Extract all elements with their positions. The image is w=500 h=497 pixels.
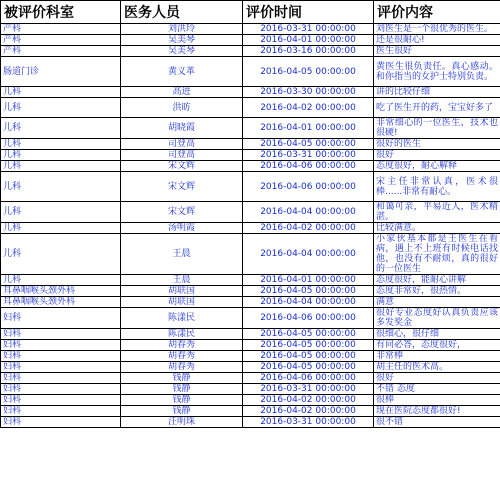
content-cell: 态度很好，耐心解释 bbox=[374, 161, 500, 172]
department-cell: 妇科 bbox=[1, 340, 121, 351]
time-cell: 2016-04-01 00:00:00 bbox=[243, 275, 374, 286]
table-row bbox=[1, 57, 500, 87]
content-cell: 黄医生很负责任。真心感动。和你指当的女护士特别负责。 bbox=[374, 57, 500, 87]
time-cell: 2016-04-04 00:00:00 bbox=[243, 202, 374, 223]
department-cell: 耳鼻咽喉头颈外科 bbox=[1, 297, 121, 308]
table-row bbox=[1, 308, 500, 329]
department-cell: 儿科 bbox=[1, 150, 121, 161]
department-cell: 产科 bbox=[1, 24, 121, 35]
time-cell: 2016-04-05 00:00:00 bbox=[243, 286, 374, 297]
department-cell: 儿科 bbox=[1, 223, 121, 234]
staff-cell: 胡联国 bbox=[121, 297, 243, 308]
content-cell: 比较满意。 bbox=[374, 223, 500, 234]
department-cell: 儿科 bbox=[1, 161, 121, 172]
time-cell: 2016-04-06 00:00:00 bbox=[243, 373, 374, 384]
department-cell: 儿科 bbox=[1, 98, 121, 118]
table-row bbox=[1, 139, 500, 150]
staff-cell: 胡春秀 bbox=[121, 340, 243, 351]
time-cell: 2016-04-06 00:00:00 bbox=[243, 172, 374, 202]
content-cell: 小家伙基本都是王医生在看病，遇上不上班有时候电话找他，也没有不耐烦，真的很好的一位医生 bbox=[374, 234, 500, 275]
time-cell: 2016-03-16 00:00:00 bbox=[243, 46, 374, 57]
department-cell: 儿科 bbox=[1, 202, 121, 223]
content-cell: 很好专业态度好认真负责应该多发奖金 bbox=[374, 308, 500, 329]
content-cell: 医生很好 bbox=[374, 46, 500, 57]
content-cell: 很好 bbox=[374, 373, 500, 384]
table-body bbox=[1, 24, 500, 428]
staff-cell: 宋文辉 bbox=[121, 172, 243, 202]
staff-cell: 刘洪玲 bbox=[121, 24, 243, 35]
content-cell: 胡主任的医术高。 bbox=[374, 362, 500, 373]
department-cell: 妇科 bbox=[1, 308, 121, 329]
staff-cell: 王晨 bbox=[121, 234, 243, 275]
table-row bbox=[1, 24, 500, 35]
content-cell: 态度很好，能耐心讲解 bbox=[374, 275, 500, 286]
content-cell: 很棒 bbox=[374, 395, 500, 406]
staff-cell: 汪明珠 bbox=[121, 417, 243, 428]
table-row bbox=[1, 417, 500, 428]
column-header-staff: 医务人员 bbox=[121, 1, 243, 24]
time-cell: 2016-04-02 00:00:00 bbox=[243, 406, 374, 417]
table-row bbox=[1, 223, 500, 234]
time-cell: 2016-04-06 00:00:00 bbox=[243, 161, 374, 172]
time-cell: 2016-04-05 00:00:00 bbox=[243, 329, 374, 340]
time-cell: 2016-03-31 00:00:00 bbox=[243, 150, 374, 161]
table-row bbox=[1, 275, 500, 286]
content-cell: 满意 bbox=[374, 297, 500, 308]
table-row bbox=[1, 406, 500, 417]
department-cell: 儿科 bbox=[1, 139, 121, 150]
table-row bbox=[1, 150, 500, 161]
department-cell: 儿科 bbox=[1, 234, 121, 275]
time-cell: 2016-04-01 00:00:00 bbox=[243, 118, 374, 139]
time-cell: 2016-03-31 00:00:00 bbox=[243, 384, 374, 395]
staff-cell: 钱静 bbox=[121, 395, 243, 406]
table-row bbox=[1, 286, 500, 297]
table-row bbox=[1, 234, 500, 275]
department-cell: 儿科 bbox=[1, 87, 121, 98]
content-cell: 刘医生是一个很优秀的医生。 bbox=[374, 24, 500, 35]
department-cell: 妇科 bbox=[1, 384, 121, 395]
department-cell: 肠道门诊 bbox=[1, 57, 121, 87]
department-cell: 妇科 bbox=[1, 417, 121, 428]
table-row bbox=[1, 340, 500, 351]
column-header-department: 被评价科室 bbox=[1, 1, 121, 24]
department-cell: 妇科 bbox=[1, 329, 121, 340]
staff-cell: 胡春秀 bbox=[121, 362, 243, 373]
staff-cell: 胡晓霞 bbox=[121, 118, 243, 139]
time-cell: 2016-04-05 00:00:00 bbox=[243, 57, 374, 87]
department-cell: 儿科 bbox=[1, 172, 121, 202]
staff-cell: 黄义革 bbox=[121, 57, 243, 87]
table-row bbox=[1, 329, 500, 340]
table-row bbox=[1, 362, 500, 373]
content-cell: 宋主任非常认真，医术很棒......非常有耐心。 bbox=[374, 172, 500, 202]
content-cell: 很细心，很仔细 bbox=[374, 329, 500, 340]
time-cell: 2016-03-31 00:00:00 bbox=[243, 417, 374, 428]
table-row bbox=[1, 202, 500, 223]
time-cell: 2016-04-02 00:00:00 bbox=[243, 395, 374, 406]
column-header-time: 评价时间 bbox=[243, 1, 374, 24]
table-row bbox=[1, 98, 500, 118]
staff-cell: 宋文辉 bbox=[121, 202, 243, 223]
content-cell: 很好 bbox=[374, 150, 500, 161]
content-cell: 很不错 bbox=[374, 417, 500, 428]
staff-cell: 钱静 bbox=[121, 384, 243, 395]
staff-cell: 司登高 bbox=[121, 139, 243, 150]
time-cell: 2016-04-05 00:00:00 bbox=[243, 139, 374, 150]
table-row bbox=[1, 351, 500, 362]
department-cell: 产科 bbox=[1, 35, 121, 46]
staff-cell: 陈漾民 bbox=[121, 329, 243, 340]
staff-cell: 胡春秀 bbox=[121, 351, 243, 362]
time-cell: 2016-03-31 00:00:00 bbox=[243, 24, 374, 35]
staff-cell: 司登高 bbox=[121, 150, 243, 161]
content-cell: 还是很耐心! bbox=[374, 35, 500, 46]
content-cell: 不错 态度 bbox=[374, 384, 500, 395]
content-cell: 很好的医生 bbox=[374, 139, 500, 150]
time-cell: 2016-04-05 00:00:00 bbox=[243, 340, 374, 351]
content-cell: 非常细心的一位医生，技术也很硬! bbox=[374, 118, 500, 139]
staff-cell: 汤明霞 bbox=[121, 223, 243, 234]
time-cell: 2016-03-30 00:00:00 bbox=[243, 87, 374, 98]
department-cell: 妇科 bbox=[1, 373, 121, 384]
staff-cell: 王晨 bbox=[121, 275, 243, 286]
table-row bbox=[1, 395, 500, 406]
content-cell: 态度非常好，很热情。 bbox=[374, 286, 500, 297]
time-cell: 2016-04-02 00:00:00 bbox=[243, 98, 374, 118]
column-header-content: 评价内容 bbox=[374, 1, 500, 24]
content-cell: 吃了医生开的药，宝宝好多了 bbox=[374, 98, 500, 118]
content-cell: 现在医院态度都很好! bbox=[374, 406, 500, 417]
table-row bbox=[1, 87, 500, 98]
time-cell: 2016-04-01 00:00:00 bbox=[243, 35, 374, 46]
header-row bbox=[1, 1, 500, 24]
time-cell: 2016-04-05 00:00:00 bbox=[243, 362, 374, 373]
table-row bbox=[1, 384, 500, 395]
table-row bbox=[1, 297, 500, 308]
staff-cell: 洪昉 bbox=[121, 98, 243, 118]
department-cell: 儿科 bbox=[1, 118, 121, 139]
time-cell: 2016-04-02 00:00:00 bbox=[243, 223, 374, 234]
time-cell: 2016-04-05 00:00:00 bbox=[243, 351, 374, 362]
staff-cell: 吴美琴 bbox=[121, 46, 243, 57]
content-cell: 讲的比较仔细 bbox=[374, 87, 500, 98]
department-cell: 产科 bbox=[1, 46, 121, 57]
table-row bbox=[1, 35, 500, 46]
table-row bbox=[1, 161, 500, 172]
staff-cell: 陈漾民 bbox=[121, 308, 243, 329]
staff-cell: 钱静 bbox=[121, 406, 243, 417]
department-cell: 妇科 bbox=[1, 351, 121, 362]
department-cell: 儿科 bbox=[1, 275, 121, 286]
staff-cell: 宋文辉 bbox=[121, 161, 243, 172]
content-cell: 非常棒 bbox=[374, 351, 500, 362]
department-cell: 妇科 bbox=[1, 395, 121, 406]
table-row bbox=[1, 172, 500, 202]
staff-cell: 钱静 bbox=[121, 373, 243, 384]
table-row bbox=[1, 118, 500, 139]
content-cell: 和蔼可亲，平易近人，医术精湛。 bbox=[374, 202, 500, 223]
staff-cell: 吴美琴 bbox=[121, 35, 243, 46]
department-cell: 妇科 bbox=[1, 406, 121, 417]
time-cell: 2016-04-04 00:00:00 bbox=[243, 297, 374, 308]
table-row bbox=[1, 46, 500, 57]
department-cell: 耳鼻咽喉头颈外科 bbox=[1, 286, 121, 297]
time-cell: 2016-04-04 00:00:00 bbox=[243, 234, 374, 275]
staff-cell: 胡联国 bbox=[121, 286, 243, 297]
content-cell: 有问必答，态度很好， bbox=[374, 340, 500, 351]
time-cell: 2016-04-06 00:00:00 bbox=[243, 308, 374, 329]
staff-cell: 高进 bbox=[121, 87, 243, 98]
table-row bbox=[1, 373, 500, 384]
department-cell: 妇科 bbox=[1, 362, 121, 373]
